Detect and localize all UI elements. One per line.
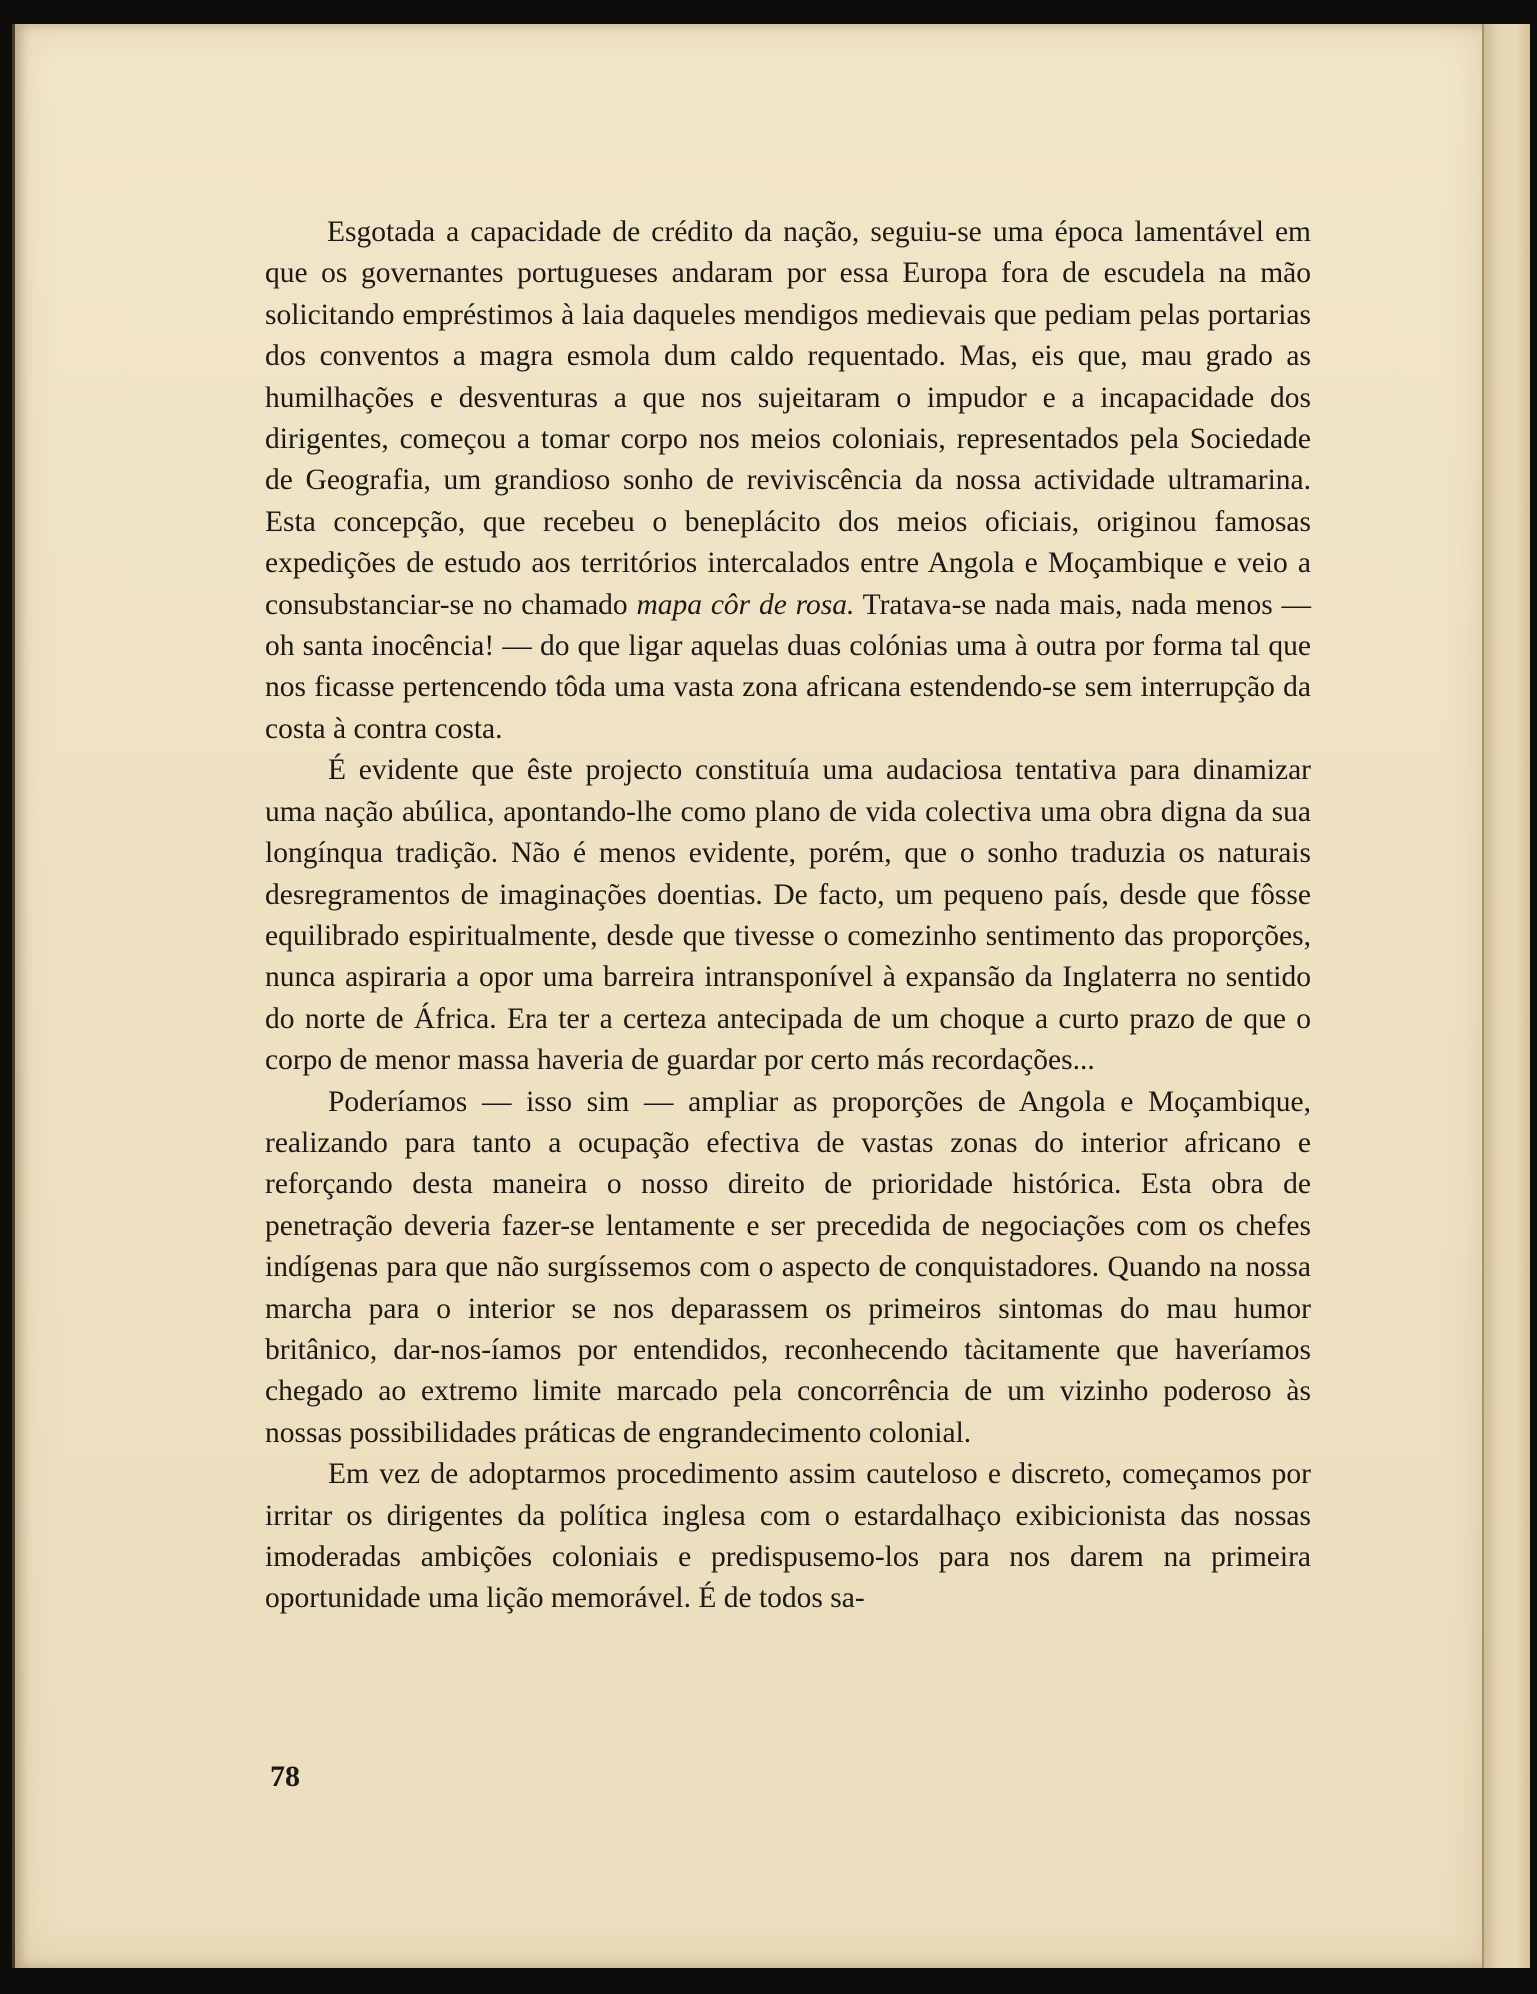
body-text bbox=[265, 212, 1311, 1620]
paragraph-3: Poderíamos — isso sim — ampliar as proporções de Angola e Moçambique, realizando para tanto a ocupação efectiva de vastas zonas do interior africano e reforçando desta maneira o nosso direito de prioridade histórica. Esta obra de penetração deveria fazer-se lentamente e ser precedida de negociações com os chefes indígenas para que não surgíssemos com o aspecto de conquistadores. Quando na nossa marcha para o interior se nos deparassem os primeiros sintomas do mau humor britânico, dar-nos-íamos por entendidos, reconhecendo tàcitamente que haveríamos chegado ao extremo limite marcado pela concorrência de um vizinho poderoso às nossas possibilidades práticas de engrandecimento colonial. bbox=[265, 1085, 1311, 1449]
paragraph-1-before: Esgotada a capacidade de crédito da nação, seguiu-se uma época lamentável em que os governantes portugueses andaram por essa Europa fora de escudela na mão solicitando empréstimos à laia daqueles mendigos medievais que pediam pelas portarias dos conventos a magra esmola dum caldo requentado. Mas, eis que, mau grado as humilhações e desventuras a que nos sujeitaram o impudor e a incapacidade dos dirigentes, começou a tomar corpo nos meios coloniais, representados pela Sociedade de Geografia, um grandioso sonho de reviviscência da nossa actividade ultramarina. Esta concepção, que recebeu o beneplácito dos meios oficiais, originou famosas expedições de estudo aos territórios intercalados entre Angola e Moçambique e veio a consubstanciar-se no chamado bbox=[265, 216, 1311, 621]
page-number: 78 bbox=[270, 1760, 300, 1793]
paragraph-1 bbox=[265, 212, 1311, 750]
paragraph-1-after: Tratava-se nada mais, nada menos — oh santa inocência! — do que ligar aquelas duas colónias uma à outra por forma tal que nos ficasse pertencendo tôda uma vasta zona africana estendendo-se sem interrupção da costa à contra costa. bbox=[265, 588, 1311, 745]
paragraph-4: Em vez de adoptarmos procedimento assim cauteloso e discreto, começamos por irritar os dirigentes da política inglesa com o estardalhaço exibicionista das nossas imoderadas ambições coloniais e predispusemo-los para nos darem na primeira oportunidade uma lição memorável. É de todos sa- bbox=[265, 1458, 1311, 1615]
paragraph-1-emphasis: mapa côr de rosa. bbox=[636, 588, 855, 621]
paragraph-2: É evidente que êste projecto constituía uma audaciosa tentativa para dinamizar uma nação abúlica, apontando-lhe como plano de vida colectiva uma obra digna da sua longínqua tradição. Não é menos evidente, porém, que o sonho traduzia os naturais desregramentos de imaginações doentias. De facto, um pequeno país, desde que fôsse equilibrado espiritualmente, desde que tivesse o comezinho sentimento das proporções, nunca aspiraria a opor uma barreira intransponível à expansão da Inglaterra no sentido do norte de África. Era ter a certeza antecipada de um choque a curto prazo de que o corpo de menor massa haveria de guardar por certo más recordações... bbox=[265, 754, 1311, 1077]
adjacent-page-edge bbox=[1482, 24, 1530, 1968]
